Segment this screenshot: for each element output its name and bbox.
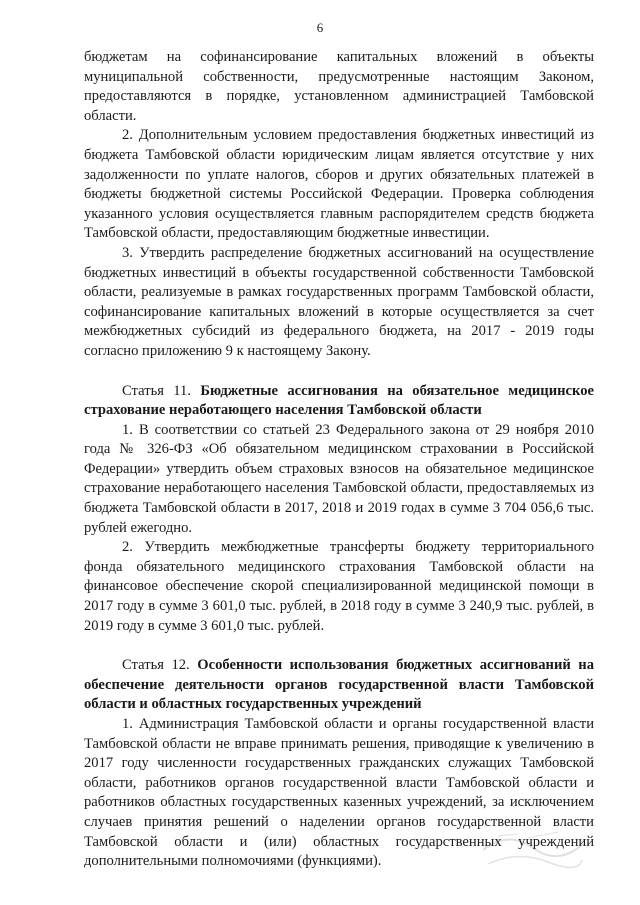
article-12-title: Особенности использования бюджетных ассигнований на обеспечение деятельности органов государственной власти Тамбовской области и областных государственных учреждений — [84, 657, 594, 713]
paragraph-continuation: бюджетам на софинансирование капитальных вложений в объекты муниципальной собственности, предусмотренные настоящим Законом, предоставляются в порядке, установленном администрацией Тамбовской области. — [84, 49, 594, 124]
paragraph-3: 3. Утвердить распределение бюджетных ассигнований на осуществление бюджетных инвестиций в объекты государственной собственности Тамбовской области, реализуемые в рамках государственных программ Тамбовской области, софинансирование капитальных вложений в которые осуществляется за счет межбюджетных субсидий из федерального бюджета, на 2017 - 2019 годы согласно приложению 9 к настоящему Закону. — [84, 244, 594, 359]
article-11-paragraph-1: 1. В соответствии со статьей 23 Федерального закона от 29 ноября 2010 года № 326-ФЗ «Об обязательном медицинском страховании в Российской Федерации» утвердить объем страховых взносов на обязательное медицинское страхование неработающего населения Тамбовской области, предоставляемых из бюджета Тамбовской области в 2017, 2018 и 2019 годах в сумме 3 704 056,6 тыс. рублей ежегодно. — [84, 421, 594, 536]
article-12-heading — [84, 656, 594, 715]
faded-stamp-mark — [478, 820, 588, 880]
article-12-paragraph-1: 1. Администрация Тамбовской области и органы государственной власти Тамбовской области не вправе принимать решения, приводящие к увеличению в 2017 году численности государственных гражданских служащих Тамбовской области, работников органов государственной власти Тамбовской области и работников областных государственных казенных учреждений, за исключением случаев принятия решений о наделении органов государственной власти Тамбовской области и (или) областных государственных учреждений дополнительными полномочиями (функциями). — [84, 716, 594, 870]
article-11-paragraph-2: 2. Утвердить межбюджетные трансферты бюджету территориального фонда обязательного медицинского страхования Тамбовской области на финансовое обеспечение скорой специализированной медицинской помощи в 2017 году в сумме 3 601,0 тыс. рублей, в 2018 году в сумме 3 240,9 тыс. рублей, в 2019 году в сумме 3 601,0 тыс. рублей. — [84, 539, 594, 634]
article-12-number: Статья 12. — [122, 657, 190, 674]
paragraph-2: 2. Дополнительным условием предоставления бюджетных инвестиций из бюджета Тамбовской области юридическим лицам является отсутствие у них задолженности по уплате налогов, сборов и других обязательных платежей в бюджеты бюджетной системы Российской Федерации. Проверка соблюдения указанного условия осуществляется главным распорядителем средств бюджета Тамбовской области, предоставляющим бюджетные инвестиции. — [84, 127, 594, 242]
document-body — [84, 48, 594, 872]
article-11-heading — [84, 382, 594, 421]
page-number: 6 — [316, 20, 324, 35]
article-11-number: Статья 11. — [122, 382, 191, 399]
article-11-title: Бюджетные ассигнования на обязательное медицинское страхование неработающего населения Тамбовской области — [84, 382, 594, 419]
